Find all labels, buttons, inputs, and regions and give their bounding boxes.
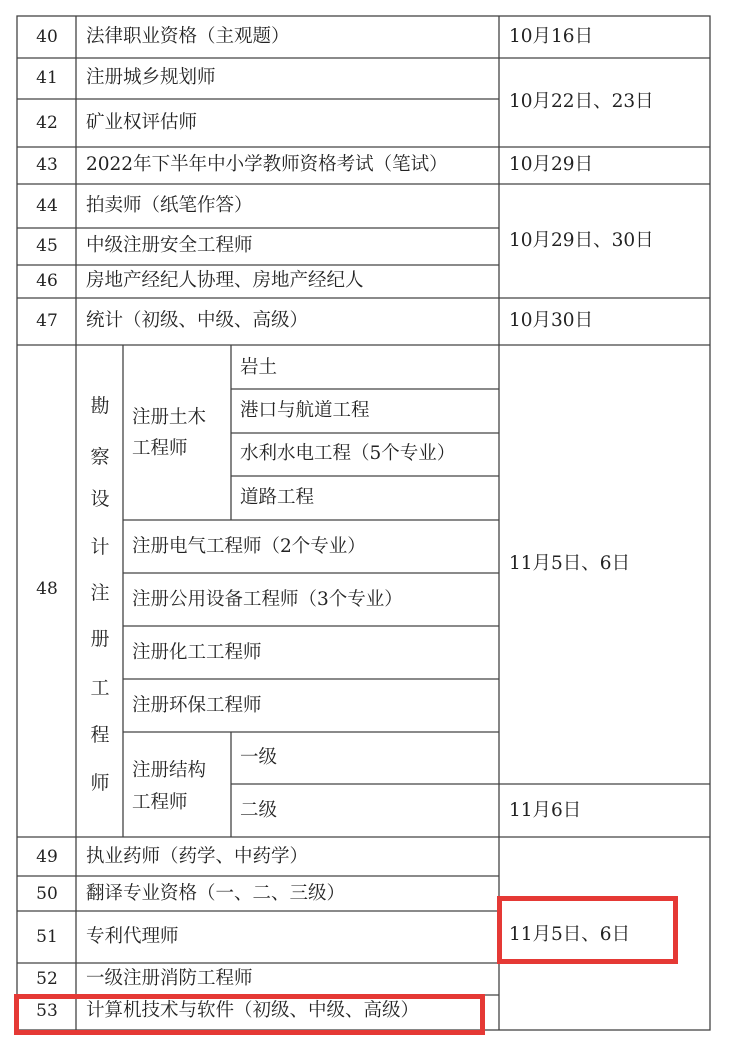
exam-date: 11月5日、6日 [509,553,631,574]
row-highlight-box [14,994,485,1035]
row-number: 53 [36,1001,58,1021]
row-number: 42 [36,113,58,133]
exam-name: 注册环保工程师 [132,695,262,716]
row-number: 40 [36,27,58,47]
category-char: 勘 [90,395,110,417]
specialty-name: 水利水电工程（5个专业） [240,443,456,464]
exam-name: 专利代理师 [86,926,179,947]
exam-name: 计算机技术与软件（初级、中级、高级） [86,1000,420,1021]
exam-name: 注册化工工程师 [132,642,262,663]
category-char: 程 [90,724,110,746]
specialty-name: 道路工程 [240,487,315,508]
exam-date: 10月29日、30日 [509,230,654,251]
structural-engineer-label: 工程师 [132,792,188,813]
exam-name: 注册城乡规划师 [86,67,216,88]
exam-date: 10月29日 [509,154,594,175]
date-highlight-box [497,896,678,964]
row-number: 43 [36,155,58,175]
exam-date: 10月16日 [509,26,594,47]
category-char: 工 [90,677,110,699]
exam-date: 11月5日、6日 [509,924,631,945]
exam-name: 一级注册消防工程师 [86,968,253,989]
exam-name: 2022年下半年中小学教师资格考试（笔试） [86,154,448,175]
row-number: 49 [36,847,58,867]
civil-engineer-label: 工程师 [132,438,188,459]
exam-name: 翻译专业资格（一、二、三级） [86,883,346,904]
row-number: 52 [36,969,58,989]
exam-name: 房地产经纪人协理、房地产经纪人 [86,270,364,291]
category-char: 察 [90,446,110,468]
exam-name: 法律职业资格（主观题） [86,26,290,47]
exam-date: 11月6日 [509,800,582,821]
row-number: 45 [36,236,58,256]
exam-name: 拍卖师（纸笔作答） [86,195,253,216]
row-number: 47 [36,311,58,331]
row-number: 48 [36,579,58,599]
exam-name: 矿业权评估师 [86,112,198,133]
row-number: 46 [36,271,58,291]
exam-name: 注册公用设备工程师（3个专业） [132,589,403,610]
structural-engineer-label: 注册结构 [132,760,207,781]
row-number: 51 [36,927,58,947]
exam-name: 统计（初级、中级、高级） [86,310,309,331]
category-char: 师 [90,772,110,794]
level-name: 二级 [240,800,278,821]
category-char: 注 [90,582,110,604]
category-char: 计 [90,536,110,558]
specialty-name: 港口与航道工程 [240,400,370,421]
specialty-name: 岩土 [240,357,278,378]
exam-name: 执业药师（药学、中药学） [86,846,309,867]
level-name: 一级 [240,747,278,768]
row-number: 44 [36,196,58,216]
exam-name: 注册电气工程师（2个专业） [132,536,366,557]
row-number: 50 [36,884,58,904]
category-char: 册 [90,628,110,650]
exam-name: 中级注册安全工程师 [86,235,253,256]
exam-date: 10月22日、23日 [509,91,654,112]
category-char: 设 [90,488,110,510]
row-number: 41 [36,68,58,88]
civil-engineer-label: 注册土木 [132,407,207,428]
exam-date: 10月30日 [509,310,594,331]
